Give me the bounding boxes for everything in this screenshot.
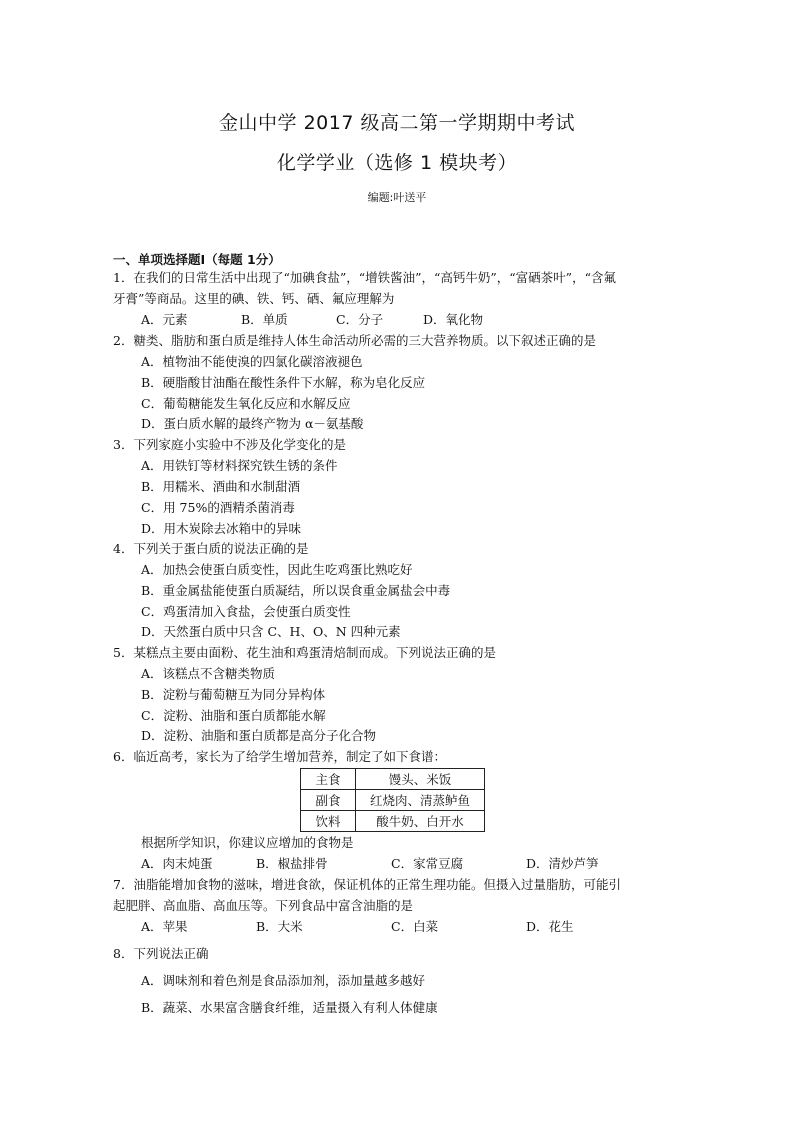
q5-option-d: D．淀粉、油脂和蛋白质都是高分子化合物 — [141, 728, 377, 743]
q1-option-a: A．元素 — [141, 312, 188, 327]
q5-stem: 5．某糕点主要由面粉、花生油和鸡蛋清焙制而成。下列说法正确的是 — [113, 645, 496, 660]
q8-stem: 8．下列说法正确 — [113, 946, 209, 961]
section-heading: 一、单项选择题Ⅰ（每题 1分） — [113, 252, 281, 267]
q4-option-d: D．天然蛋白质中只含 C、H、O、N 四种元素 — [141, 624, 401, 639]
q5-option-b: B．淀粉与葡萄糖互为同分异构体 — [141, 687, 326, 702]
q4-option-c: C．鸡蛋清加入食盐，会使蛋白质变性 — [141, 604, 351, 619]
q6-option-a: A．肉末炖蛋 — [141, 856, 213, 871]
menu-row — [301, 790, 485, 811]
q4-option-a: A．加热会使蛋白质变性，因此生吃鸡蛋比熟吃好 — [141, 562, 413, 577]
q2-option-c: C．葡萄糖能发生氧化反应和水解反应 — [141, 396, 351, 411]
q1-option-b: B．单质 — [241, 312, 288, 327]
q2-option-b: B．硬脂酸甘油酯在酸性条件下水解，称为皂化反应 — [141, 375, 426, 390]
q7-option-d: D．花生 — [526, 919, 574, 934]
menu-table — [300, 768, 485, 832]
menu-row — [301, 811, 485, 832]
q1-stem-line2: 牙膏”等商品。这里的碘、铁、钙、硒、氟应理解为 — [113, 291, 395, 306]
editor-credit: 编题:叶送平 — [367, 191, 427, 204]
menu-items: 酸牛奶、白开水 — [356, 811, 485, 832]
q6-followup: 根据所学知识，你建议应增加的食物是 — [141, 835, 354, 850]
q3-option-c: C．用 75%的酒精杀菌消毒 — [141, 500, 295, 515]
q1-option-d: D．氧化物 — [423, 312, 484, 327]
exam-subtitle: 化学学业（选修 1 模块考） — [276, 152, 518, 174]
q1-stem-line1: 1．在我们的日常生活中出现了“加碘食盐”，“增铁酱油”，“高钙牛奶”，“富硒茶叶”，“含氟 — [113, 270, 616, 285]
q2-option-d: D．蛋白质水解的最终产物为 α－氨基酸 — [141, 416, 364, 431]
menu-category: 饮料 — [301, 811, 356, 832]
q3-option-d: D．用木炭除去冰箱中的异味 — [141, 521, 302, 536]
menu-row — [301, 769, 485, 790]
menu-category: 副食 — [301, 790, 356, 811]
q4-option-b: B．重金属盐能使蛋白质凝结，所以误食重金属盐会中毒 — [141, 583, 451, 598]
q8-option-a: A．调味剂和着色剂是食品添加剂，添加量越多越好 — [141, 973, 426, 988]
menu-items: 红烧肉、清蒸鲈鱼 — [356, 790, 485, 811]
q5-option-c: C．淀粉、油脂和蛋白质都能水解 — [141, 708, 326, 723]
q7-option-a: A．苹果 — [141, 919, 188, 934]
q7-stem-line2: 起肥胖、高血脂、高血压等。下列食品中富含油脂的是 — [113, 898, 414, 913]
q7-stem-line1: 7．油脂能增加食物的滋味，增进食欲，保证机体的正常生理功能。但摄入过量脂肪，可能引 — [113, 877, 621, 892]
q2-option-a: A．植物油不能使溴的四氯化碳溶液褪色 — [141, 354, 363, 369]
q4-stem: 4．下列关于蛋白质的说法正确的是 — [113, 541, 309, 556]
q3-option-b: B．用糯米、酒曲和水制甜酒 — [141, 479, 301, 494]
q2-stem: 2．糖类、脂肪和蛋白质是维持人体生命活动所必需的三大营养物质。以下叙述正确的是 — [113, 333, 596, 348]
q5-option-a: A．该糕点不含糖类物质 — [141, 666, 276, 681]
menu-items: 馒头、米饭 — [356, 769, 485, 790]
q6-option-b: B．椒盐排骨 — [256, 856, 328, 871]
q8-option-b: B．蔬菜、水果富含膳食纤维，适量摄入有利人体健康 — [141, 1000, 438, 1015]
q6-option-c: C．家常豆腐 — [391, 856, 464, 871]
q3-stem: 3．下列家庭小实验中不涉及化学变化的是 — [113, 437, 346, 452]
q7-option-b: B．大米 — [256, 919, 303, 934]
q7-option-c: C．白菜 — [391, 919, 439, 934]
exam-title: 金山中学 2017 级高二第一学期期中考试 — [219, 112, 575, 134]
menu-category: 主食 — [301, 769, 356, 790]
q3-option-a: A．用铁钉等材料探究铁生锈的条件 — [141, 458, 338, 473]
q1-option-c: C．分子 — [336, 312, 384, 327]
q6-stem: 6．临近高考，家长为了给学生增加营养，制定了如下食谱： — [113, 749, 446, 764]
q6-option-d: D．清炒芦笋 — [526, 856, 599, 871]
